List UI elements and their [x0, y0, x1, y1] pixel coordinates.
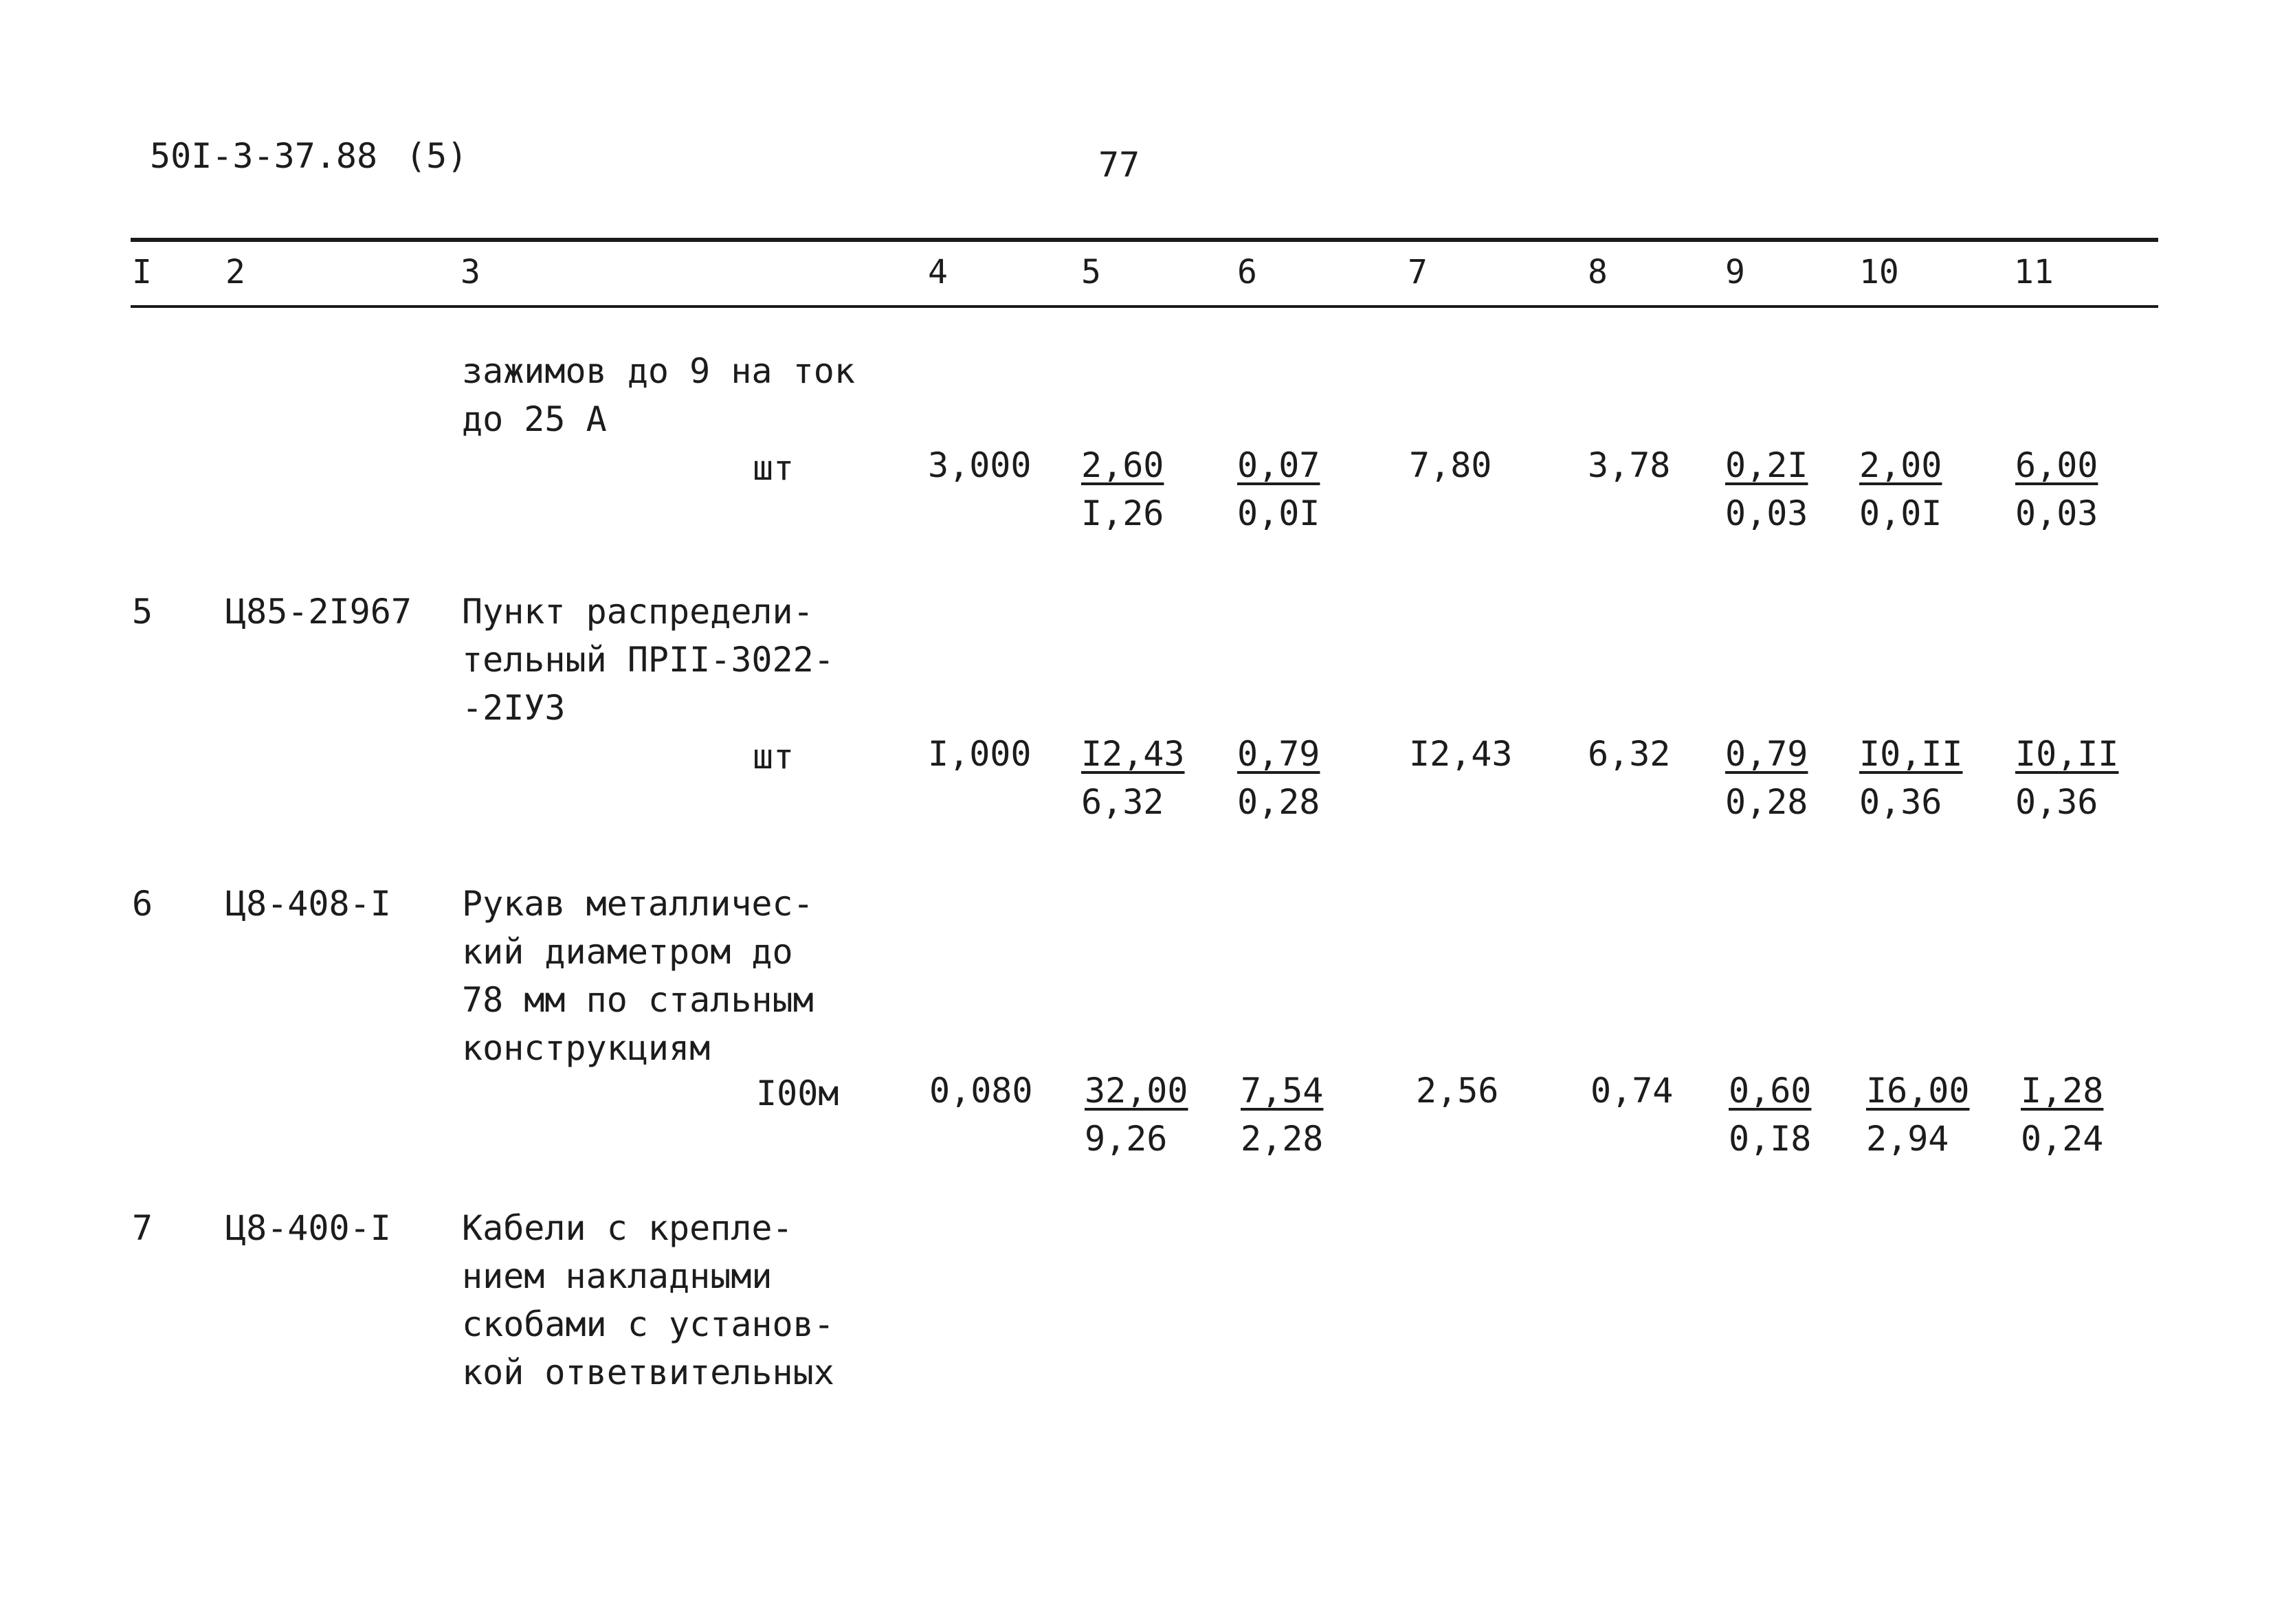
col8: 3,78	[1588, 445, 1671, 485]
column-header: 6	[1237, 253, 1257, 291]
col11-top: 6,00	[2015, 445, 2098, 485]
col6-bottom: 0,0I	[1237, 493, 1320, 533]
col6-top: 0,07	[1237, 445, 1320, 485]
document-code: 50I-3-37.88	[150, 136, 378, 176]
col7: 7,80	[1409, 445, 1492, 485]
col10-bottom: 0,36	[1859, 782, 1942, 822]
col11-bottom: 0,03	[2015, 493, 2098, 533]
col5-top: 2,60	[1081, 445, 1164, 485]
item-code: Ц85-2I967	[225, 592, 412, 632]
col5-top: 32,00	[1085, 1071, 1188, 1111]
column-header: I	[132, 253, 152, 291]
column-header: 3	[461, 253, 480, 291]
column-header: 11	[2014, 253, 2054, 291]
col11-bottom: 0,24	[2021, 1119, 2104, 1159]
col8: 0,74	[1590, 1071, 1674, 1111]
column-header: 10	[1859, 253, 1899, 291]
col9-top: 0,2I	[1725, 445, 1808, 485]
page-number: 77	[1098, 145, 1140, 185]
table-header-rule	[131, 305, 2158, 308]
item-number: 7	[132, 1208, 153, 1248]
quantity: I,000	[928, 734, 1032, 774]
unit: шт	[753, 737, 795, 777]
col5-bottom: 9,26	[1085, 1119, 1168, 1159]
item-description: Пункт распредели- тельный ПРII-3022- -2IУЗ	[462, 592, 834, 728]
col5-top: I2,43	[1081, 734, 1185, 774]
item-code: Ц8-408-I	[225, 884, 391, 924]
quantity: 0,080	[929, 1071, 1033, 1111]
col9-top: 0,60	[1729, 1071, 1812, 1111]
column-header: 5	[1081, 253, 1101, 291]
col9-bottom: 0,28	[1725, 782, 1808, 822]
col10-bottom: 2,94	[1866, 1119, 1949, 1159]
column-header: 9	[1725, 253, 1745, 291]
col5-bottom: I,26	[1081, 493, 1164, 533]
column-header: 2	[225, 253, 245, 291]
col5-bottom: 6,32	[1081, 782, 1164, 822]
col7: 2,56	[1416, 1071, 1499, 1111]
column-header: 7	[1408, 253, 1428, 291]
item-description: Рукав металличес- кий диаметром до 78 мм по стальным конструкциям	[462, 884, 814, 1068]
col6-bottom: 0,28	[1237, 782, 1320, 822]
item-description: зажимов до 9 на ток до 25 А	[462, 351, 855, 439]
table-top-rule	[131, 238, 2158, 242]
col11-top: I,28	[2021, 1071, 2104, 1111]
unit: шт	[753, 448, 795, 488]
col10-top: 2,00	[1859, 445, 1942, 485]
col9-bottom: 0,I8	[1729, 1119, 1812, 1159]
column-header: 4	[928, 253, 948, 291]
col6-top: 0,79	[1237, 734, 1320, 774]
item-description: Кабели с крепле- нием накладными скобами с установ- кой ответвительных	[462, 1208, 834, 1392]
unit: I00м	[756, 1074, 839, 1113]
column-header: 8	[1588, 253, 1608, 291]
col11-bottom: 0,36	[2015, 782, 2098, 822]
item-code: Ц8-400-I	[225, 1208, 391, 1248]
col9-top: 0,79	[1725, 734, 1808, 774]
document-part: (5)	[406, 136, 468, 176]
col8: 6,32	[1588, 734, 1671, 774]
col7: I2,43	[1409, 734, 1513, 774]
item-number: 6	[132, 884, 153, 924]
col9-bottom: 0,03	[1725, 493, 1808, 533]
col10-top: I0,II	[1859, 734, 1963, 774]
col11-top: I0,II	[2015, 734, 2119, 774]
col6-bottom: 2,28	[1241, 1119, 1324, 1159]
item-number: 5	[132, 592, 153, 632]
col6-top: 7,54	[1241, 1071, 1324, 1111]
col10-bottom: 0,0I	[1859, 493, 1942, 533]
quantity: 3,000	[928, 445, 1032, 485]
col10-top: I6,00	[1866, 1071, 1970, 1111]
